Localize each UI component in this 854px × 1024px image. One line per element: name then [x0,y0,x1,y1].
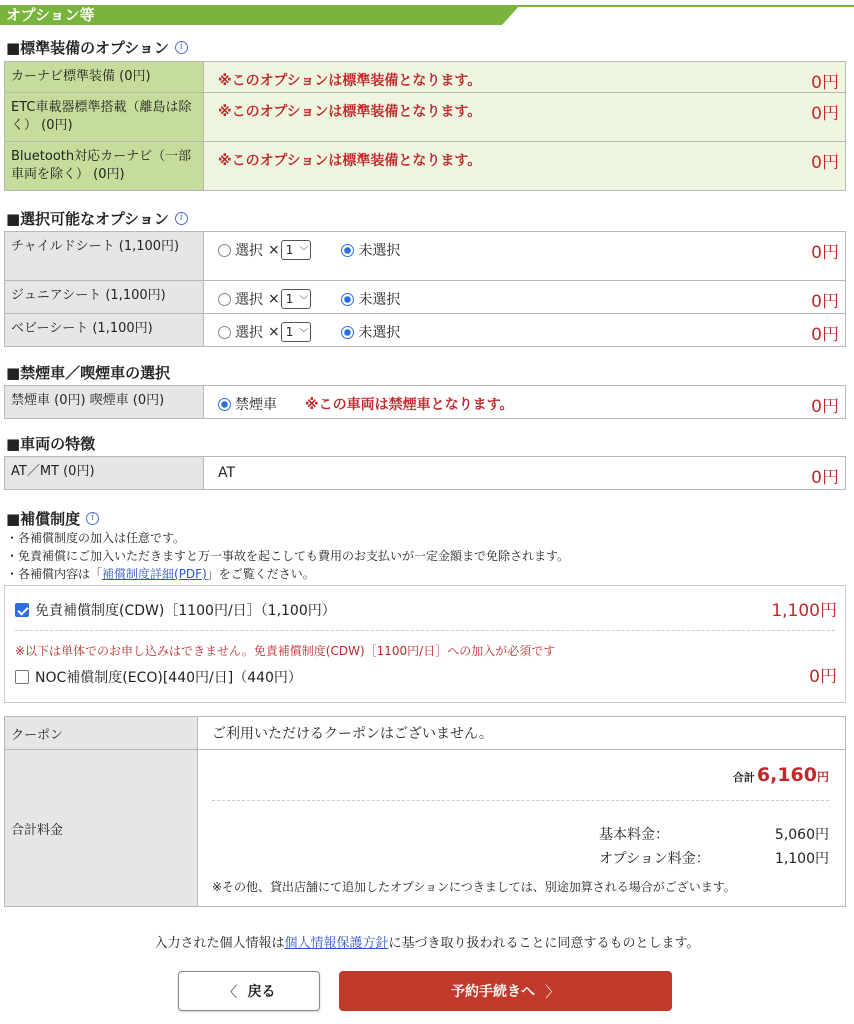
standard-note: ※このオプションは標準装備となります。 [218,104,482,120]
option-price: 0円 [811,468,839,488]
select-radio[interactable] [218,326,231,339]
option-price: 0円 [811,325,839,345]
option-price: 0円 [811,104,839,124]
insurance-box [4,585,846,703]
total-value-cell [198,750,846,907]
proceed-button-label: 予約手続きへ [450,984,535,1000]
quantity-value: 1 [285,325,294,339]
total-amount: 6,160 [756,764,817,786]
options-banner [0,0,854,26]
base-fee-value: 5,060円 [774,827,829,843]
total-unit: 円 [816,770,829,784]
select-radio[interactable] [218,244,231,257]
insurance-notes [6,529,569,583]
unselect-radio[interactable] [341,293,354,306]
standard-label-navi: カーナビ標準装備 (0円) [5,62,204,93]
transmission-value-cell [204,457,846,490]
standard-heading-text: ■標準装備のオプション [6,39,169,57]
cdw-price: 1,100円 [771,601,837,621]
total-label: 合計料金 [5,750,198,907]
features-heading-text: ■車両の特徴 [6,435,96,453]
multiplier: × [268,324,280,340]
total-price [733,764,829,786]
selectable-value-cell [204,232,846,281]
selectable-heading-text: ■選択可能なオプション [6,210,169,228]
table-row [5,750,846,907]
transmission-value: AT [218,465,236,481]
divider [212,800,829,801]
select-label: 選択 [235,325,263,341]
table-row [5,717,846,750]
coupon-value-cell [198,717,846,750]
option-price: 0円 [811,292,839,312]
info-icon[interactable]: i [175,212,188,225]
unselect-radio[interactable] [341,326,354,339]
unselect-label: 未選択 [358,325,401,341]
option-fee-label: オプション料金： [599,851,710,867]
option-fee-row [599,848,829,868]
option-price: 0円 [811,73,839,93]
info-icon[interactable]: i [86,512,99,525]
privacy-policy-link[interactable]: 個人情報保護方針 [284,936,389,951]
option-price: 0円 [811,153,839,173]
coupon-label: クーポン [5,717,198,750]
chevron-left-icon: 〈 [222,982,238,1001]
features-table [4,456,846,490]
table-row [5,142,846,191]
banner-title: オプション等 [6,6,95,24]
privacy-consent [0,932,854,951]
multiplier: × [268,291,280,307]
standard-label-bluetooth: Bluetooth対応カーナビ（一部車両を除く） (0円) [5,142,204,191]
unselect-label: 未選択 [358,243,401,259]
noc-label: NOC補償制度(ECO)[440円/日]（440円） [35,670,302,686]
option-fee-value: 1,100円 [774,851,829,867]
insurance-pdf-link[interactable]: 補償制度詳細(PDF) [102,567,207,581]
consent-text: 入力された個人情報は [154,936,285,951]
standard-label-etc: ETC車載器標準搭載（離島は除く） (0円) [5,93,204,142]
banner-line [500,5,854,7]
option-price: 0円 [811,397,839,417]
table-row [5,62,846,93]
base-fee-label: 基本料金： [599,827,669,843]
smoking-controls [218,394,514,414]
standard-options-table [4,61,846,191]
non-smoking-label: 禁煙車 [235,397,277,413]
insurance-warning: ※以下は単体でのお申し込みはできません。免責補償制度(CDW)［1100円/日］への加入が必須です [15,644,556,658]
quantity-select[interactable] [281,322,312,342]
table-row [5,93,846,142]
standard-value-cell [204,142,846,191]
selectable-label-junior-seat: ジュニアシート (1,100円) [5,281,204,314]
smoking-label: 禁煙車 (0円) 喫煙車 (0円) [5,386,204,419]
cdw-row [15,600,336,620]
transmission-label: AT／MT (0円) [5,457,204,490]
quantity-value: 1 [285,243,294,257]
selectable-value-cell [204,281,846,314]
features-heading [6,433,95,454]
summary-table [4,716,846,907]
consent-text: に基づき取り扱われることに同意するものとします。 [388,936,700,951]
table-row [5,281,846,314]
insurance-note: ・免責補償にご加入いただきますと万一事故を起こしても費用のお支払いが一定金額まで免除されます。 [6,549,570,563]
select-label: 選択 [235,243,263,259]
insurance-heading-text: ■補償制度 [6,510,81,528]
chevron-down-icon: ﹀ [299,328,309,339]
proceed-reservation-button[interactable] [339,971,672,1011]
back-button[interactable] [178,971,320,1011]
child-seat-controls [218,240,400,260]
noc-price: 0円 [809,667,837,687]
total-prefix: 合計 [732,771,755,784]
insurance-note [6,565,569,583]
table-row [5,457,846,490]
quantity-value: 1 [285,292,294,306]
cdw-checkbox[interactable] [15,603,29,617]
chevron-down-icon: ﹀ [299,295,309,306]
quantity-select[interactable] [281,289,312,309]
multiplier: × [268,242,280,258]
insurance-note: ・各補償制度の加入は任意です。 [6,531,186,545]
unselect-radio[interactable] [341,244,354,257]
baby-seat-controls [218,322,400,342]
unselect-label: 未選択 [358,292,401,308]
selectable-value-cell [204,314,846,347]
smoking-heading-text: ■禁煙車／喫煙車の選択 [6,364,171,382]
summary-footnote: ※その他、貸出店舗にて追加したオプションにつきましては、別途加算される場合がございます。 [212,880,736,894]
base-fee-row [599,824,829,844]
insurance-note-text: ・各補償内容は「 [6,567,103,581]
select-radio[interactable] [218,293,231,306]
standard-value-cell [204,62,846,93]
standard-heading [6,37,188,58]
noc-row [15,667,302,687]
table-row [5,232,846,281]
standard-note: ※このオプションは標準装備となります。 [218,73,482,89]
selectable-label-child-seat: チャイルドシート (1,100円) [5,232,204,281]
info-icon[interactable]: i [175,41,188,54]
standard-value-cell [204,93,846,142]
select-label: 選択 [235,292,263,308]
quantity-select[interactable] [281,240,312,260]
insurance-note-text: 」をご覧ください。 [206,567,315,581]
insurance-heading [6,508,99,529]
cdw-label: 免責補償制度(CDW)［1100円/日］（1,100円） [35,603,336,619]
smoking-note: ※この車両は禁煙車となります。 [305,397,514,413]
option-price: 0円 [811,243,839,263]
standard-note: ※このオプションは標準装備となります。 [218,153,482,169]
selectable-options-table [4,231,846,347]
coupon-text: ご利用いただけるクーポンはございません。 [212,726,493,742]
table-row [5,314,846,347]
non-smoking-radio[interactable] [218,398,231,411]
chevron-down-icon: ﹀ [299,246,309,257]
divider [15,630,835,631]
junior-seat-controls [218,289,400,309]
smoking-table [4,385,846,419]
back-button-label: 戻る [247,984,276,1000]
selectable-label-baby-seat: ベビーシート (1,100円) [5,314,204,347]
smoking-value-cell [204,386,846,419]
smoking-heading [6,362,170,383]
table-row [5,386,846,419]
chevron-right-icon: 〉 [544,982,560,1001]
selectable-heading [6,208,188,229]
noc-checkbox[interactable] [15,670,29,684]
